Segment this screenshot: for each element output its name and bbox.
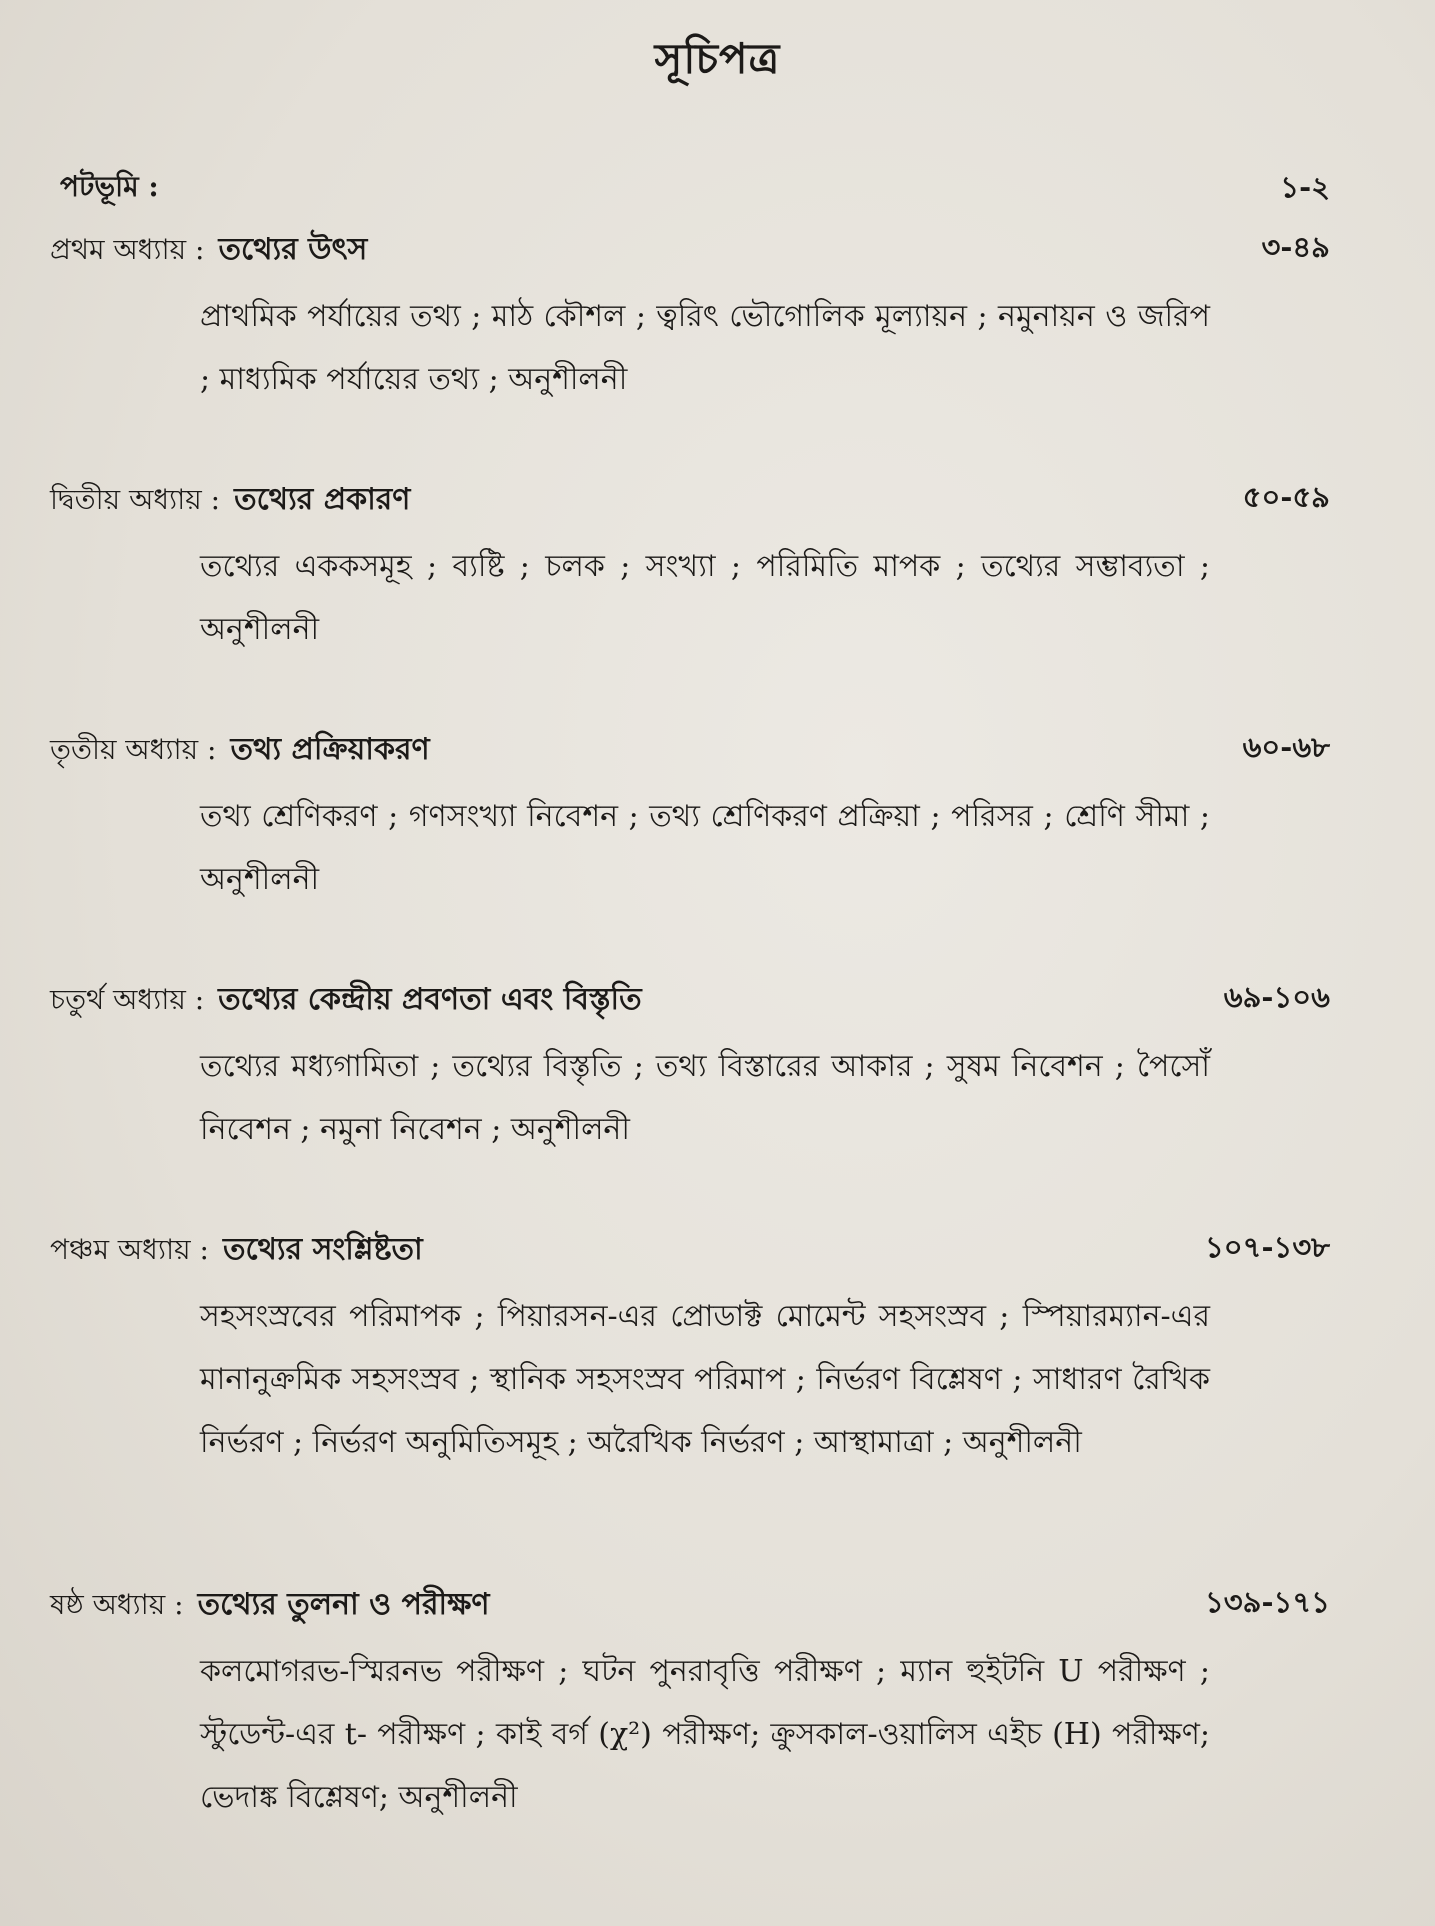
chapter-entry <box>50 225 1330 411</box>
chapter-pages: ৬০-৬৮ <box>1242 730 1330 764</box>
chapter-topics: তথ্যের এককসমূহ ; ব্যষ্টি ; চলক ; সংখ্যা ; পরিমিতি মাপক ; তথ্যের সম্ভাব্যতা ; অনুশীলনী <box>200 549 1210 647</box>
chapter-title: তথ্যের প্রকারণ <box>234 482 411 517</box>
chapter-topics: সহসংস্রবের পরিমাপক ; পিয়ারসন-এর প্রোডাক্ট মোমেন্ট সহসংস্রব ; স্পিয়ারম্যান-এর মানানুক্রমিক সহসংস্রব ; স্থানিক সহসংস্রব পরিমাপ ; নির্ভরণ বিশ্লেষণ ; সাধারণ রৈখিক নির্ভরণ ; নির্ভরণ অনুমিতিসমূহ ; অরৈখিক নির্ভরণ ; আস্থামাত্রা ; অনুশীলনী <box>200 1299 1210 1460</box>
chapter-ordinal: চতুর্থ অধ্যায় : <box>50 983 205 1016</box>
chapter-ordinal: তৃতীয় অধ্যায় : <box>50 733 217 766</box>
chapter-entry <box>50 475 1330 661</box>
chapter-topics: প্রাথমিক পর্যায়ের তথ্য ; মাঠ কৌশল ; ত্বরিৎ ভৌগোলিক মূল্যায়ন ; নমুনায়ন ও জরিপ ; মাধ্যমিক পর্যায়ের তথ্য ; অনুশীলনী <box>200 299 1210 397</box>
chapter-entry <box>50 975 1330 1161</box>
chapter-pages: ৬৯-১০৬ <box>1223 980 1330 1014</box>
chapter-title: তথ্যের কেন্দ্রীয় প্রবণতা এবং বিস্তৃতি <box>218 982 642 1017</box>
chapter-ordinal: পঞ্চম অধ্যায় : <box>50 1233 209 1266</box>
chapter-pages: ১৩৯-১৭১ <box>1204 1585 1330 1619</box>
chapter-pages: ৩-৪৯ <box>1261 230 1330 264</box>
background-pages: ১-২ <box>1280 170 1330 204</box>
chapter-entry <box>50 1580 1330 1829</box>
chapter-title: তথ্যের তুলনা ও পরীক্ষণ <box>197 1587 490 1622</box>
chapter-topics: কলমোগরভ-স্মিরনভ পরীক্ষণ ; ঘটন পুনরাবৃত্তি পরীক্ষণ ; ম্যান হুইটনি U পরীক্ষণ ; স্টুডেন্ট-এর t- পরীক্ষণ ; কাই বর্গ (χ²) পরীক্ষণ; ক্রুসকাল-ওয়ালিস এইচ (H) পরীক্ষণ; ভেদাঙ্ক বিশ্লেষণ; অনুশীলনী <box>200 1654 1210 1815</box>
chapter-entry <box>50 725 1330 911</box>
chapter-title: তথ্যের উৎস <box>218 232 368 267</box>
background-label: পটভূমি : <box>60 170 159 203</box>
chapter-topics: তথ্য শ্রেণিকরণ ; গণসংখ্যা নিবেশন ; তথ্য শ্রেণিকরণ প্রক্রিয়া ; পরিসর ; শ্রেণি সীমা ; অনুশীলনী <box>200 799 1210 897</box>
chapter-title: তথ্যের সংশ্লিষ্টতা <box>222 1232 423 1267</box>
chapter-title: তথ্য প্রক্রিয়াকরণ <box>230 732 430 767</box>
page-title: সূচিপত্র <box>654 34 781 83</box>
chapter-pages: ৫০-৫৯ <box>1242 480 1330 514</box>
chapter-ordinal: ষষ্ঠ অধ্যায় : <box>50 1588 184 1621</box>
chapter-ordinal: প্রথম অধ্যায় : <box>50 233 205 266</box>
chapter-ordinal: দ্বিতীয় অধ্যায় : <box>50 483 221 516</box>
chapter-topics: তথ্যের মধ্যগামিতা ; তথ্যের বিস্তৃতি ; তথ্য বিস্তারের আকার ; সুষম নিবেশন ; পৈসোঁ নিবেশন ; নমুনা নিবেশন ; অনুশীলনী <box>200 1049 1210 1147</box>
chapter-pages: ১০৭-১৩৮ <box>1204 1230 1330 1264</box>
chapter-entry <box>50 1225 1330 1474</box>
